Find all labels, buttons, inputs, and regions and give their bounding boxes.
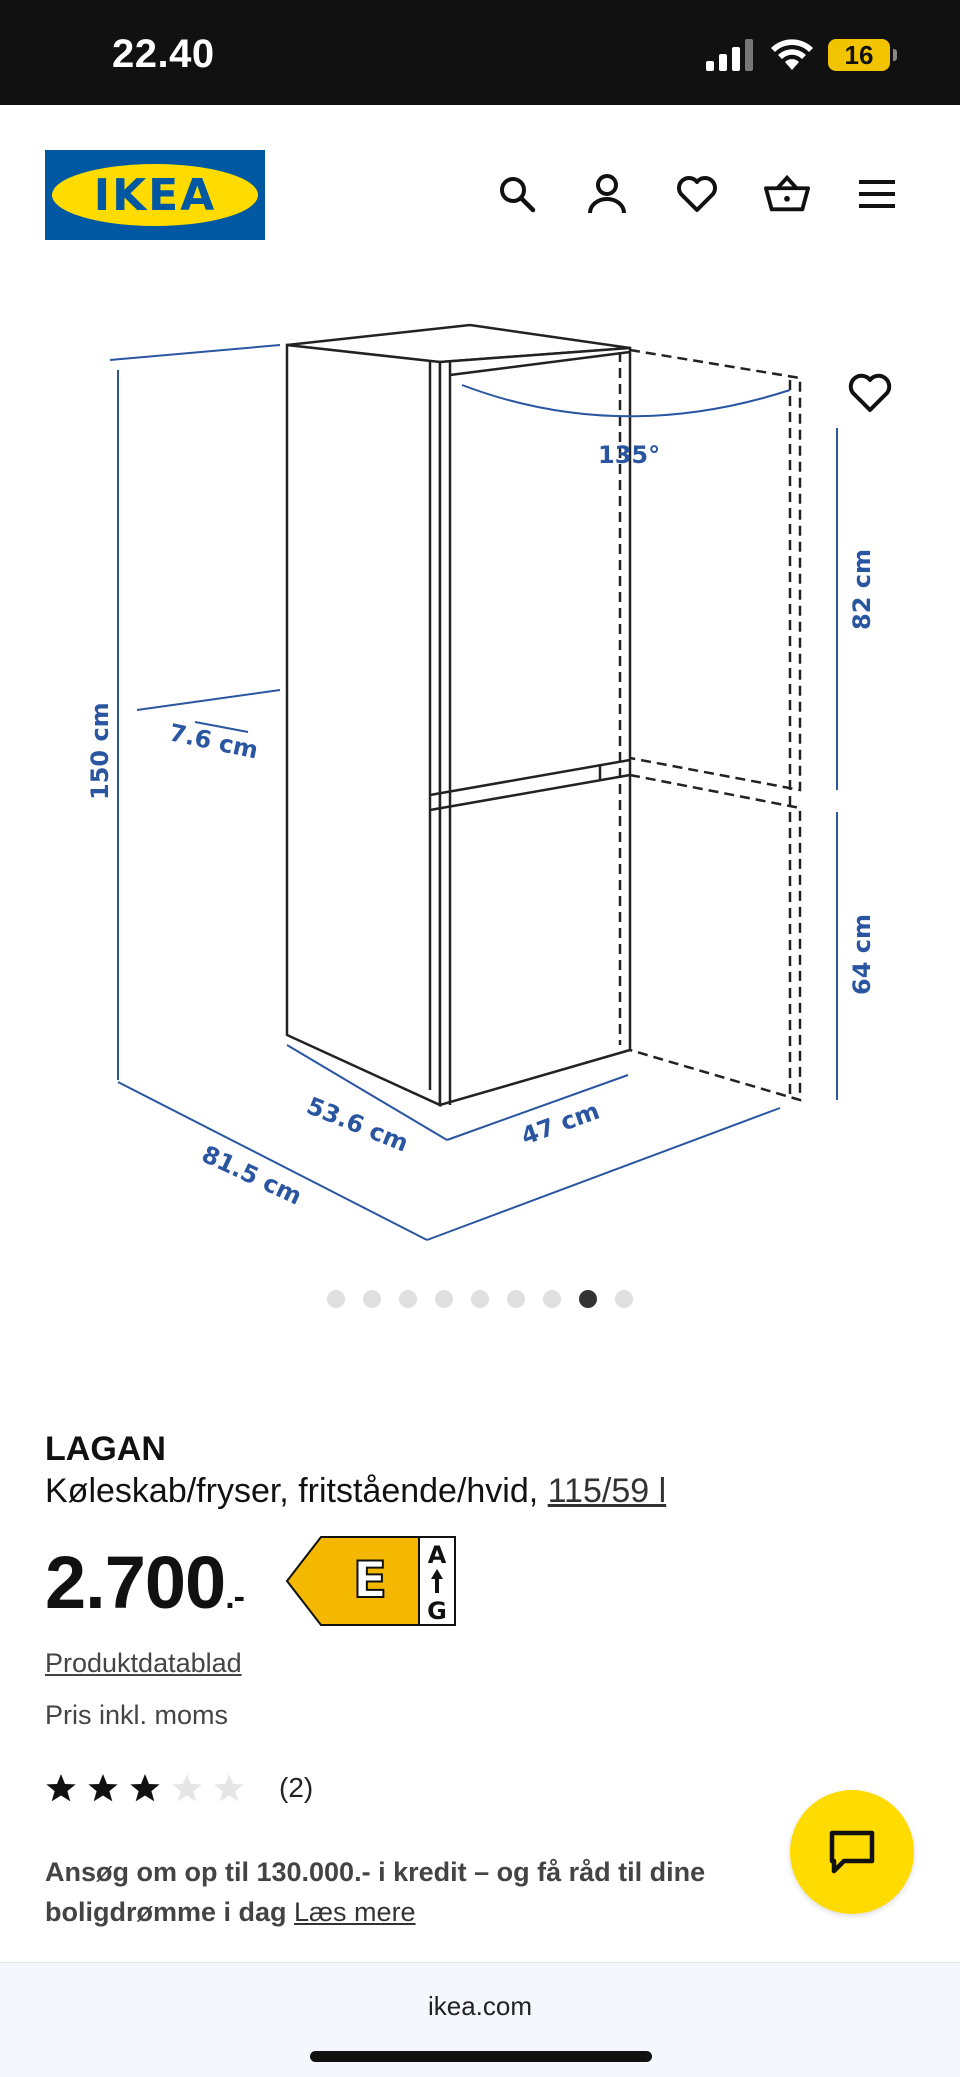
wifi-icon [770, 38, 814, 72]
price-value: 2.700 [45, 1541, 226, 1624]
product-volume-link[interactable]: 115/59 l [547, 1472, 667, 1510]
logo-text: IKEA [93, 169, 217, 221]
product-rating[interactable] [45, 1772, 313, 1804]
logo-oval [52, 164, 258, 226]
energy-scale-top: A [427, 1541, 447, 1569]
depth-gap-label: 7.6 cm [166, 718, 261, 765]
depth-label: 53.6 cm [302, 1091, 413, 1158]
search-icon[interactable] [494, 171, 540, 217]
height-lower-label: 64 cm [848, 914, 876, 995]
browser-bottom-bar [0, 1962, 960, 2077]
star-filled-icon [45, 1772, 77, 1804]
product-name: LAGAN [45, 1430, 166, 1468]
carousel-dot[interactable] [543, 1290, 561, 1308]
carousel-dot[interactable] [363, 1290, 381, 1308]
carousel-dot[interactable] [399, 1290, 417, 1308]
status-time: 22.40 [112, 32, 215, 76]
product-dimension-image[interactable] [0, 300, 960, 1260]
star-empty-icon [171, 1772, 203, 1804]
star-filled-icon [87, 1772, 119, 1804]
cellular-signal-icon [706, 39, 756, 71]
status-bar [0, 0, 960, 105]
carousel-dot[interactable] [615, 1290, 633, 1308]
header-icons [494, 171, 900, 217]
product-price [45, 1540, 244, 1625]
carousel-dot[interactable] [327, 1290, 345, 1308]
browser-url[interactable]: ikea.com [427, 1991, 533, 2021]
home-indicator[interactable] [310, 2051, 652, 2062]
product-description-text: Køleskab/fryser, fritstående/hvid, [45, 1472, 539, 1510]
basket-icon[interactable] [764, 171, 810, 217]
account-icon[interactable] [584, 171, 630, 217]
height-upper-label: 82 cm [848, 549, 876, 630]
carousel-dot[interactable] [435, 1290, 453, 1308]
product-datasheet-link[interactable]: Produktdatablad [45, 1648, 242, 1678]
product-description [45, 1472, 666, 1511]
wishlist-icon[interactable] [674, 171, 720, 217]
carousel-dot[interactable] [471, 1290, 489, 1308]
star-filled-icon [129, 1772, 161, 1804]
angle-label: 135° [598, 441, 661, 469]
image-wishlist-icon[interactable] [846, 370, 894, 418]
carousel-dot-active[interactable] [579, 1290, 597, 1308]
chat-button[interactable] [790, 1790, 914, 1914]
height-total-label: 150 cm [86, 702, 114, 800]
credit-read-more-link[interactable]: Læs mere [294, 1897, 416, 1927]
credit-offer [45, 1852, 775, 1932]
status-icons [706, 38, 890, 72]
battery-icon: 16 [828, 39, 890, 71]
energy-scale-bottom: G [427, 1597, 447, 1625]
energy-label-badge[interactable] [285, 1535, 457, 1627]
width-label: 47 cm [517, 1096, 604, 1151]
site-header [0, 105, 960, 285]
vat-note: Pris inkl. moms [45, 1700, 229, 1730]
credit-offer-text: Ansøg om op til 130.000.- i kredit – og få råd til dine boligdrømme i dag [45, 1857, 706, 1927]
star-empty-icon [213, 1772, 245, 1804]
diagonal-label: 81.5 cm [197, 1140, 307, 1211]
rating-count: (2) [279, 1772, 314, 1803]
carousel-dot[interactable] [507, 1290, 525, 1308]
fridge-drawing [287, 325, 630, 1105]
ikea-logo[interactable] [45, 150, 265, 240]
price-suffix: .- [225, 1578, 244, 1616]
carousel-dots [0, 1290, 960, 1308]
energy-class: E [352, 1551, 388, 1609]
chat-icon [828, 1829, 876, 1875]
menu-icon[interactable] [854, 171, 900, 217]
